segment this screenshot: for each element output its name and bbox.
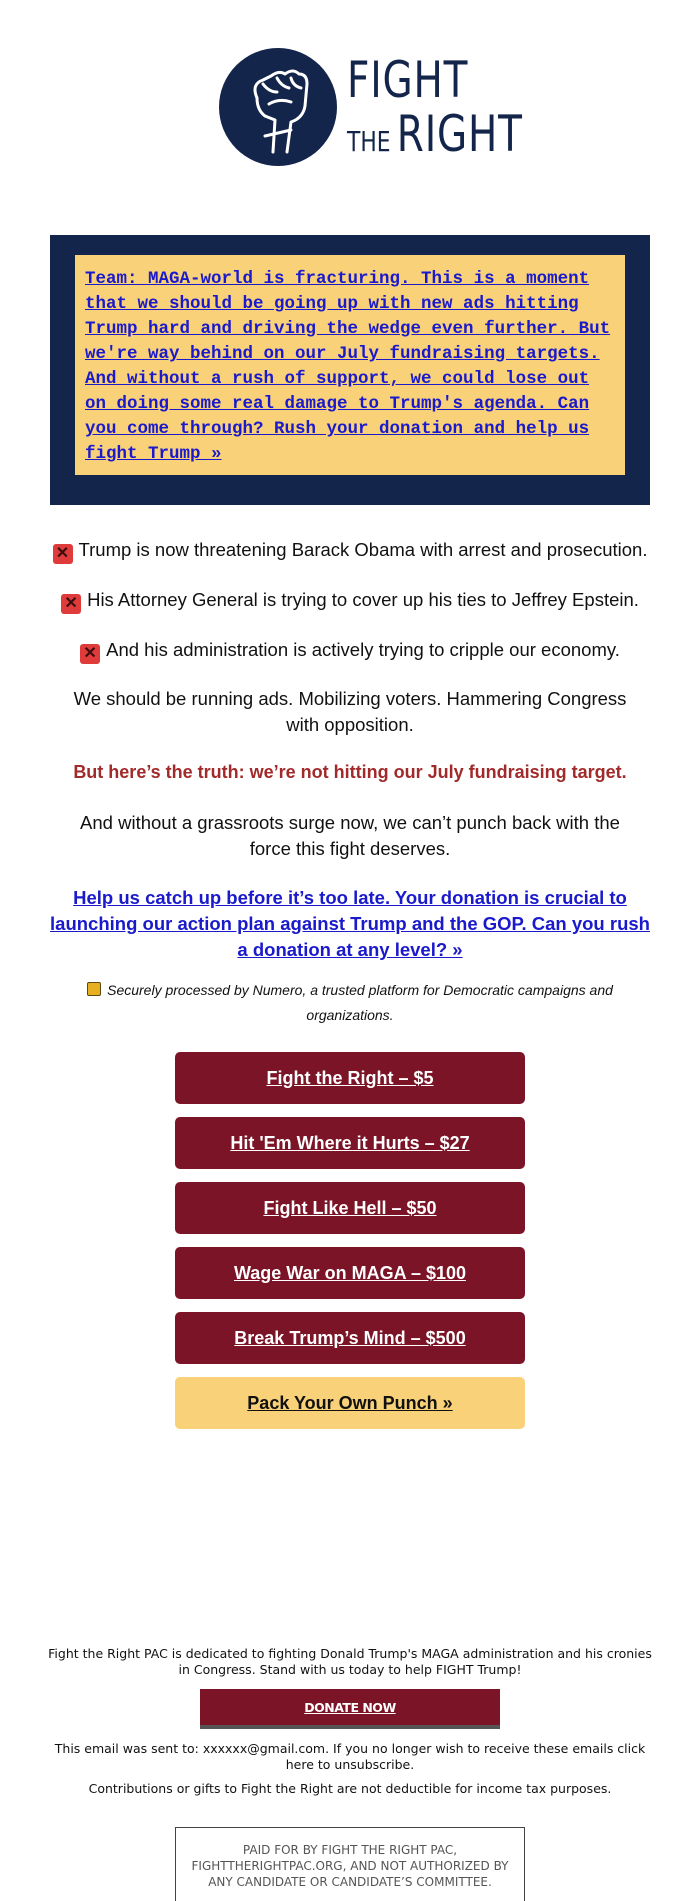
point-text: His Attorney General is trying to cover up his ties to Jeffrey Epstein.	[87, 589, 639, 610]
fight-the-right-logo[interactable]	[219, 48, 572, 166]
footer-mission: Fight the Right PAC is dedicated to fighting Donald Trump's MAGA administration and his cronies in Congress. Stand with us today to help FIGHT Trump!	[48, 1646, 652, 1677]
donate-5-button[interactable]: Fight the Right – $5	[175, 1052, 525, 1104]
logo-the: THE	[347, 125, 391, 158]
list-item	[0, 537, 700, 564]
donate-500-button[interactable]: Break Trump’s Mind – $500	[175, 1312, 525, 1364]
truth-statement: But here’s the truth: we’re not hitting our July fundraising target.	[73, 762, 627, 782]
point-text: Trump is now threatening Barack Obama with arrest and prosecution.	[78, 539, 648, 560]
point-text: And his administration is actively trying to cripple our economy.	[106, 639, 620, 660]
list-item	[0, 637, 700, 664]
secure-text: Securely processed by Numero, a trusted platform for Democratic campaigns and organizations.	[107, 982, 613, 1023]
donate-now-button[interactable]: DONATE NOW	[200, 1689, 500, 1729]
lock-icon	[87, 982, 101, 996]
alert-box	[75, 255, 625, 475]
red-x-icon: ✕	[61, 594, 81, 614]
red-x-icon: ✕	[53, 544, 73, 564]
paid-for-disclaimer: PAID FOR BY FIGHT THE RIGHT PAC, FIGHTTHERIGHTPAC.ORG, AND NOT AUTHORIZED BY ANY CANDIDATE OR CANDIDATE’S COMMITTEE.	[175, 1827, 525, 1901]
logo-right: RIGHT	[396, 105, 523, 163]
raised-fist-icon	[219, 48, 337, 166]
unsubscribe-link[interactable]: This email was sent to: xxxxxx@gmail.com. If you no longer wish to receive these emails click here to unsubscribe.	[54, 1741, 646, 1772]
footer-tax-note: Contributions or gifts to Fight the Right are not deductible for income tax purposes.	[88, 1781, 612, 1796]
red-x-icon: ✕	[80, 644, 100, 664]
secure-processing-note	[80, 978, 620, 1028]
logo-line-fight: FIGHT	[347, 51, 469, 109]
alert-box-frame	[50, 235, 650, 505]
donate-100-button[interactable]: Wage War on MAGA – $100	[175, 1247, 525, 1299]
logo-line-the-right	[347, 105, 523, 163]
logo-wordmark	[347, 51, 572, 163]
alert-donate-link[interactable]: Team: MAGA-world is fracturing. This is a moment that we should be going up with new ads hitting Trump hard and driving the wedge even further. But we're way behind on our July fundraising targets. And without a rush of support, we could lose out on doing some real damage to Trump's agenda. Can you come through? Rush your donation and help us fight Trump »	[85, 269, 611, 464]
cta-donate-link[interactable]: Help us catch up before it’s too late. Your donation is crucial to launching our action plan against Trump and the GOP. Can you rush a donation at any level? »	[50, 887, 650, 960]
footer-unsubscribe[interactable]	[45, 1741, 655, 1773]
donate-27-button[interactable]: Hit 'Em Where it Hurts – $27	[175, 1117, 525, 1169]
list-item	[0, 587, 700, 614]
donate-50-button[interactable]: Fight Like Hell – $50	[175, 1182, 525, 1234]
custom-amount-button[interactable]: Pack Your Own Punch »	[175, 1377, 525, 1429]
paragraph-grassroots: And without a grassroots surge now, we can’t punch back with the force this fight deserves.	[80, 812, 620, 859]
paragraph-running-ads: We should be running ads. Mobilizing voters. Hammering Congress with opposition.	[73, 688, 627, 735]
